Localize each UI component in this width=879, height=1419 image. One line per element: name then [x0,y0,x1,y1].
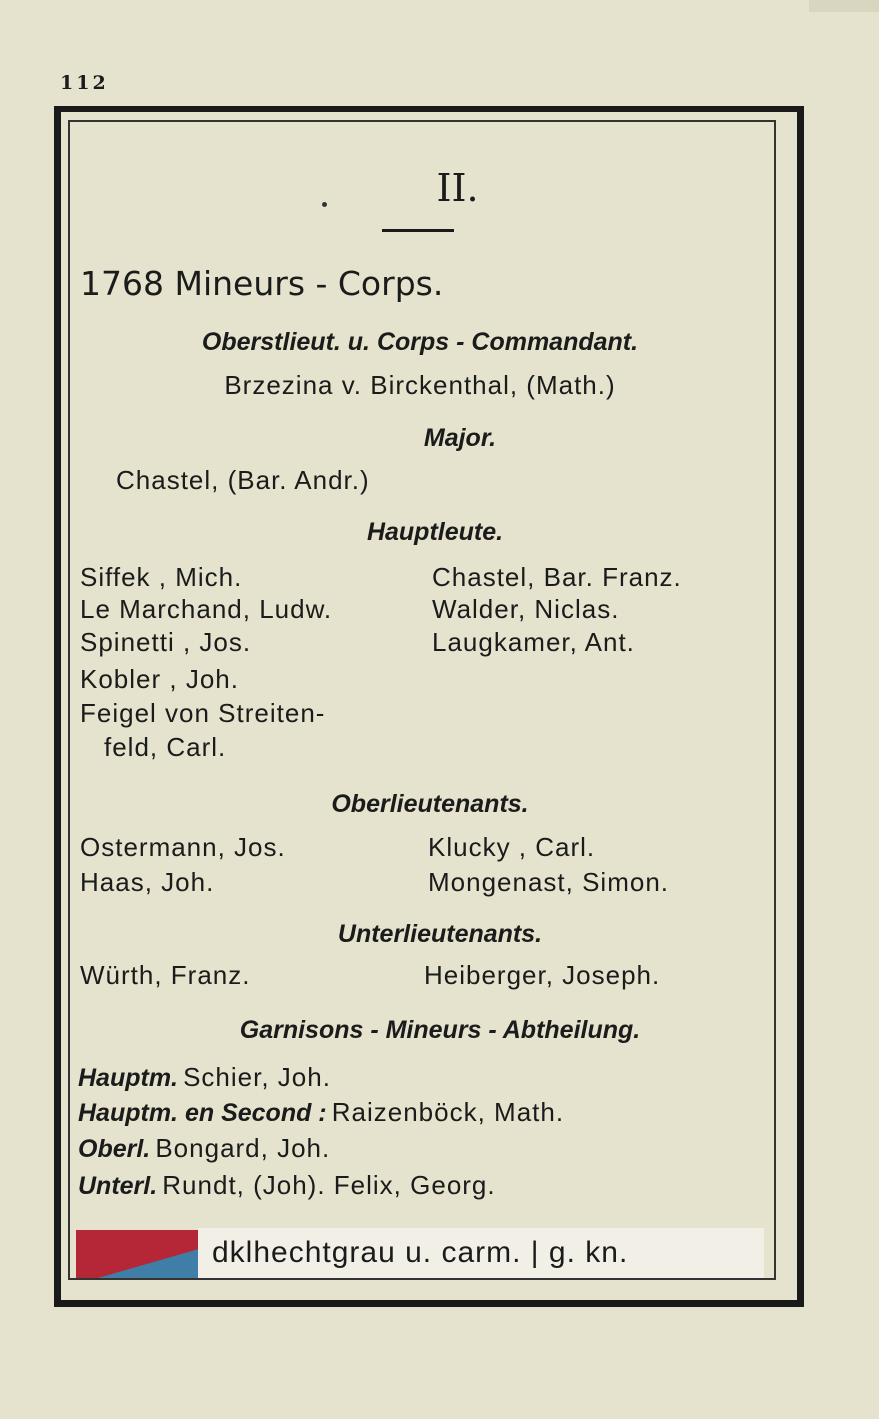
regiment-heading: 1768 Mineurs - Corps. [80,264,444,303]
rank-title-hauptleute: Hauptleute. [366,518,504,546]
page-edge-damage [809,0,879,12]
garnison-name: Bongard, Joh. [155,1133,331,1163]
section-numeral: II. [436,166,479,210]
page-number: 112 [60,72,109,94]
garnison-row-1 [78,1062,331,1093]
hauptleute-left-4: Kobler , Joh. [80,664,239,694]
garnison-name: Rundt, (Joh). Felix, Georg. [162,1170,496,1200]
hauptleute-right-2: Walder, Niclas. [432,594,620,624]
rank-title-unterlieutenants: Unterlieutenants. [337,920,543,948]
major-name: Chastel, (Bar. Andr.) [116,465,370,495]
garnison-row-3 [78,1133,330,1164]
unter-left-1: Würth, Franz. [80,960,251,990]
ober-right-2: Mongenast, Simon. [428,867,670,897]
rank-title-commandant: Oberstlieut. u. Corps - Commandant. [201,328,639,356]
rank-title-oberlieutenants: Oberlieutenants. [331,790,529,818]
ober-right-1: Klucky , Carl. [428,832,596,862]
uniform-caption: dklhechtgrau u. carm. | g. kn. [212,1236,629,1269]
garnison-rank: Oberl. [78,1135,151,1163]
garnison-rank: Hauptm. en Second : [78,1099,327,1127]
hauptleute-left-2: Le Marchand, Ludw. [80,594,333,624]
unter-right-1: Heiberger, Joseph. [424,960,661,990]
uniform-color-swatch [76,1230,198,1278]
hauptleute-left-6: feld, Carl. [104,732,227,762]
hauptleute-left-3: Spinetti , Jos. [80,627,252,657]
hauptleute-left-5: Feigel von Streiten- [80,698,326,728]
garnison-row-4 [78,1170,496,1201]
garnison-name: Raizenböck, Math. [331,1097,565,1127]
ober-left-2: Haas, Joh. [80,867,215,897]
rank-title-garnisons: Garnisons - Mineurs - Abtheilung. [239,1016,641,1044]
hauptleute-right-1: Chastel, Bar. Franz. [432,562,682,592]
hauptleute-left-1: Siffek , Mich. [80,562,243,592]
garnison-row-2 [78,1097,564,1128]
garnison-rank: Hauptm. [78,1064,178,1092]
hauptleute-right-3: Laugkamer, Ant. [432,627,635,657]
garnison-rank: Unterl. [78,1172,158,1200]
commandant-name: Brzezina v. Birckenthal, (Math.) [224,370,616,400]
numeral-underline [382,229,454,232]
garnison-name: Schier, Joh. [183,1062,331,1092]
rank-title-major: Major. [423,424,497,452]
ober-left-1: Ostermann, Jos. [80,832,286,862]
